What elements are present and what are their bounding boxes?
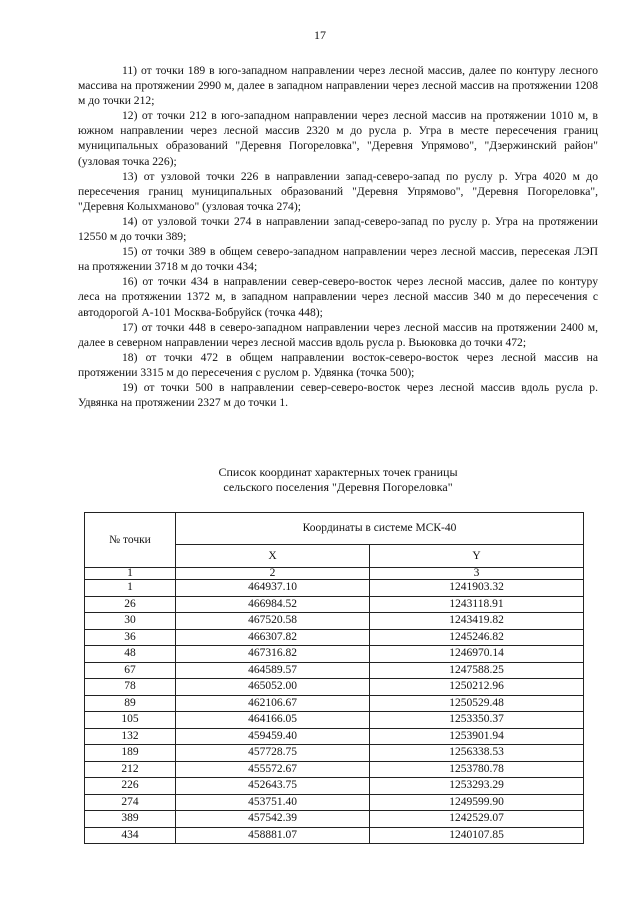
point-number-cell: 434 xyxy=(85,827,176,844)
x-coordinate-cell: 458881.07 xyxy=(176,827,370,844)
table-row xyxy=(85,695,584,712)
x-coordinate-cell: 453751.40 xyxy=(176,794,370,811)
table-row xyxy=(85,613,584,630)
column-index: 2 xyxy=(176,568,370,580)
x-coordinate-cell: 464589.57 xyxy=(176,662,370,679)
x-coordinate-cell: 457728.75 xyxy=(176,745,370,762)
table-row xyxy=(85,728,584,745)
x-coordinate-cell: 462106.67 xyxy=(176,695,370,712)
point-number-cell: 30 xyxy=(85,613,176,630)
table-row xyxy=(85,662,584,679)
header-coordinate-system: Координаты в системе МСК-40 xyxy=(176,513,584,545)
coordinates-list-heading xyxy=(78,465,598,495)
header-x: X xyxy=(176,545,370,568)
column-index-row xyxy=(85,568,584,580)
point-number-cell: 1 xyxy=(85,580,176,597)
x-coordinate-cell: 452643.75 xyxy=(176,778,370,795)
x-coordinate-cell: 465052.00 xyxy=(176,679,370,696)
point-number-cell: 67 xyxy=(85,662,176,679)
y-coordinate-cell: 1241903.32 xyxy=(370,580,584,597)
boundary-description xyxy=(78,63,598,410)
table-row xyxy=(85,794,584,811)
boundary-paragraph: 16) от точки 434 в направлении север-северо-восток через лесной массив, далее по контуру леса на протяжении 1372 м, в западном направлении через лесной массив 340 м до пересечения с автодорогой А-101 Москва-Бобруйск (точка 448); xyxy=(78,275,598,319)
y-coordinate-cell: 1243419.82 xyxy=(370,613,584,630)
boundary-paragraph: 11) от точки 189 в юго-западном направлении через лесной массив, далее по контуру лесного массива на протяжении 2990 м, далее в западном направлении через лесной массив на протяжении 1208 м до точки 212; xyxy=(78,64,598,108)
table-row xyxy=(85,761,584,778)
point-number-cell: 189 xyxy=(85,745,176,762)
point-number-cell: 389 xyxy=(85,811,176,828)
boundary-paragraph: 15) от точки 389 в общем северо-западном направлении через лесной массив, пересекая ЛЭП на протяжении 3718 м до точки 434; xyxy=(78,245,598,274)
y-coordinate-cell: 1256338.53 xyxy=(370,745,584,762)
point-number-cell: 89 xyxy=(85,695,176,712)
table-row xyxy=(85,827,584,844)
y-coordinate-cell: 1253350.37 xyxy=(370,712,584,729)
boundary-paragraph: 14) от узловой точки 274 в направлении запад-северо-запад по руслу р. Угра на протяжении 12550 м до точки 389; xyxy=(78,214,598,244)
x-coordinate-cell: 457542.39 xyxy=(176,811,370,828)
y-coordinate-cell: 1247588.25 xyxy=(370,662,584,679)
boundary-paragraph: 19) от точки 500 в направлении север-северо-восток через лесной массив вдоль русла р. Удвянка на протяжении 2327 м до точки 1. xyxy=(78,380,598,410)
x-coordinate-cell: 464937.10 xyxy=(176,580,370,597)
y-coordinate-cell: 1253293.29 xyxy=(370,778,584,795)
table-row xyxy=(85,745,584,762)
point-number-cell: 212 xyxy=(85,761,176,778)
point-number-cell: 274 xyxy=(85,794,176,811)
column-index: 3 xyxy=(370,568,584,580)
table-row xyxy=(85,679,584,696)
table-row xyxy=(85,712,584,729)
y-coordinate-cell: 1246970.14 xyxy=(370,646,584,663)
table-row xyxy=(85,596,584,613)
table-row xyxy=(85,778,584,795)
x-coordinate-cell: 464166.05 xyxy=(176,712,370,729)
x-coordinate-cell: 467520.58 xyxy=(176,613,370,630)
point-number-cell: 26 xyxy=(85,596,176,613)
table-row xyxy=(85,629,584,646)
header-y: Y xyxy=(370,545,584,568)
table-row xyxy=(85,580,584,597)
x-coordinate-cell: 455572.67 xyxy=(176,761,370,778)
point-number-cell: 226 xyxy=(85,778,176,795)
column-index: 1 xyxy=(85,568,176,580)
point-number-cell: 48 xyxy=(85,646,176,663)
x-coordinate-cell: 466307.82 xyxy=(176,629,370,646)
coordinates-table xyxy=(84,512,584,844)
header-point-number: № точки xyxy=(85,513,176,568)
boundary-paragraph: 13) от узловой точки 226 в направлении запад-северо-запад по руслу р. Угра 4020 м до пересечения границ муниципальных образований "Деревня Упрямово", "Деревня Погореловка", "Деревня Колыхманово" (узловая точка 274); xyxy=(78,169,598,213)
boundary-paragraph: 18) от точки 472 в общем направлении восток-северо-восток через лесной массив на протяжении 3315 м до пересечения с руслом р. Удвянка (точка 500); xyxy=(78,350,598,379)
x-coordinate-cell: 459459.40 xyxy=(176,728,370,745)
table-row xyxy=(85,811,584,828)
y-coordinate-cell: 1250529.48 xyxy=(370,695,584,712)
boundary-paragraph: 17) от точки 448 в северо-западном направлении через лесной массив на протяжении 2400 м, далее в северном направлении через лесной массив вдоль русла р. Вьюковка до точки 472; xyxy=(78,320,598,349)
page-number: 17 xyxy=(314,28,326,42)
y-coordinate-cell: 1242529.07 xyxy=(370,811,584,828)
y-coordinate-cell: 1253901.94 xyxy=(370,728,584,745)
y-coordinate-cell: 1250212.96 xyxy=(370,679,584,696)
y-coordinate-cell: 1243118.91 xyxy=(370,596,584,613)
y-coordinate-cell: 1249599.90 xyxy=(370,794,584,811)
y-coordinate-cell: 1245246.82 xyxy=(370,629,584,646)
boundary-paragraph: 12) от точки 212 в юго-западном направлении через лесной массив на протяжении 1010 м, в южном направлении через лесной массив 2320 м до русла р. Угра в месте пересечения границ муниципальных образований "Деревня Погореловка", "Деревня Упрямово", "Дзержинский район" (узловая точка 226); xyxy=(78,109,598,168)
y-coordinate-cell: 1240107.85 xyxy=(370,827,584,844)
point-number-cell: 105 xyxy=(85,712,176,729)
x-coordinate-cell: 466984.52 xyxy=(176,596,370,613)
list-heading-line-1: Список координат характерных точек границы xyxy=(218,465,458,479)
y-coordinate-cell: 1253780.78 xyxy=(370,761,584,778)
table-row xyxy=(85,646,584,663)
point-number-cell: 78 xyxy=(85,679,176,696)
list-heading-line-2: сельского поселения "Деревня Погореловка" xyxy=(223,480,453,494)
point-number-cell: 36 xyxy=(85,629,176,646)
point-number-cell: 132 xyxy=(85,728,176,745)
x-coordinate-cell: 467316.82 xyxy=(176,646,370,663)
